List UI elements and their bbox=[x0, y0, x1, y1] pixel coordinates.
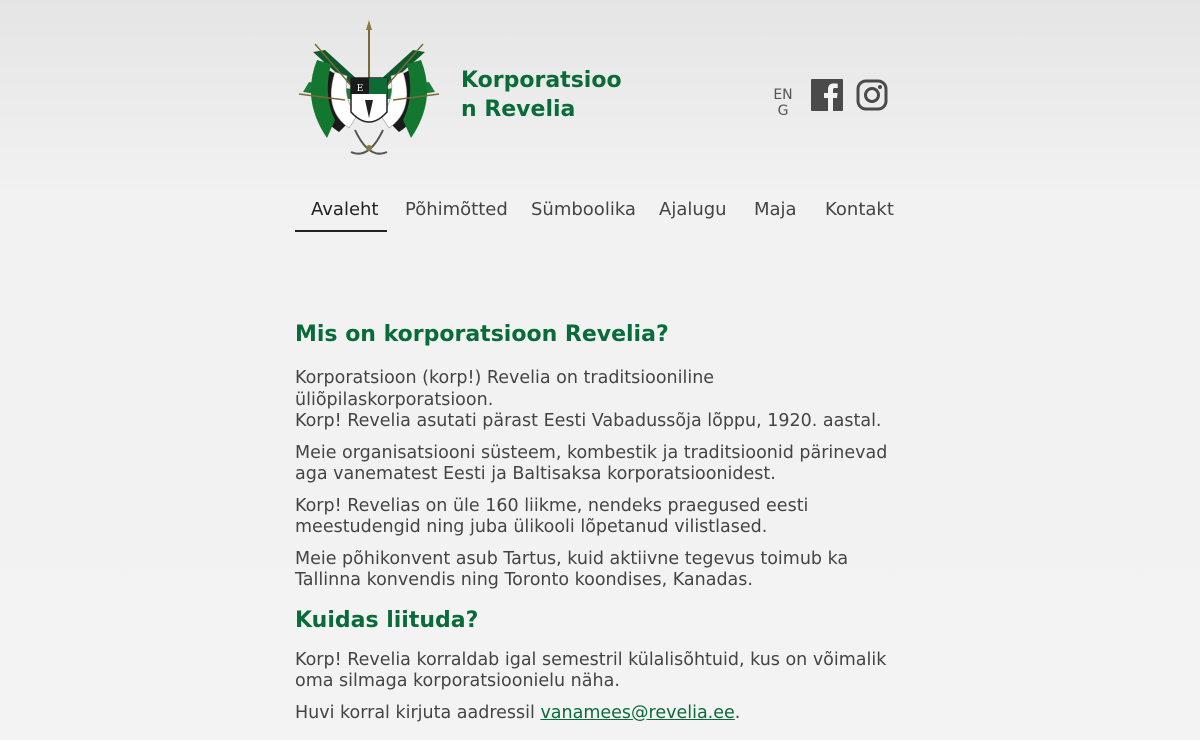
paragraph-contact bbox=[295, 703, 895, 725]
heading-what-is-revelia: Mis on korporatsioon Revelia? bbox=[295, 322, 669, 347]
paragraph-intro-line1: Korporatsioon (korp!) Revelia on traditsiooniline üliõpilaskorporatsioon. bbox=[295, 368, 715, 410]
nav-item-symboolika[interactable]: Sümboolika bbox=[531, 199, 636, 220]
nav-item-maja[interactable]: Maja bbox=[754, 199, 797, 220]
svg-text:E: E bbox=[356, 84, 364, 94]
paragraph-intro-line2: Korp! Revelia asutati pärast Eesti Vabadussõja lõppu, 1920. aastal. bbox=[295, 411, 882, 431]
shield bbox=[351, 78, 387, 122]
paragraph-location: Meie põhikonvent asub Tartus, kuid aktiivne tegevus toimub ka Tallinna konvendis ning Toronto koondises, Kanadas. bbox=[295, 548, 849, 590]
heading-how-to-join: Kuidas liituda? bbox=[295, 607, 479, 633]
main-content bbox=[295, 320, 895, 724]
contact-prefix: Huvi korral kirjuta aadressil bbox=[295, 702, 541, 723]
contact-suffix: . bbox=[734, 702, 741, 723]
paragraph-guest-evenings: Korp! Revelia korraldab igal semestril külalisõhtuid, kus on võimalik oma silmaga korporatsioonielu näha. bbox=[295, 649, 887, 691]
instagram-icon[interactable] bbox=[856, 79, 888, 111]
nav-item-pohimotted[interactable]: Põhimõtted bbox=[405, 199, 508, 220]
main-navigation bbox=[295, 190, 905, 234]
facebook-icon[interactable] bbox=[811, 79, 843, 111]
paragraph-system: Meie organisatsiooni süsteem, kombestik ja traditsioonid pärinevad aga vanematest Eesti ja Baltisaksa korporatsioonidest. bbox=[295, 442, 888, 484]
email-link[interactable]: vanamees@revelia.ee bbox=[540, 702, 735, 723]
brand-title[interactable]: Korporatsioon Revelia bbox=[461, 68, 622, 122]
nav-item-ajalugu[interactable]: Ajalugu bbox=[659, 199, 727, 220]
nav-item-kontakt[interactable]: Kontakt bbox=[825, 199, 894, 220]
revelia-coat-of-arms-logo[interactable] bbox=[295, 20, 443, 170]
nav-item-avaleht[interactable]: Avaleht bbox=[311, 199, 379, 220]
language-switch-eng[interactable]: ENG bbox=[773, 87, 793, 119]
paragraph-members: Korp! Revelias on üle 160 liikme, nendeks praegused eesti meestudengid ning juba ülikooli lõpetanud vilistlased. bbox=[295, 495, 809, 537]
page-wrapper bbox=[295, 0, 895, 740]
active-tab-underline bbox=[295, 230, 387, 232]
paragraph-intro bbox=[295, 368, 895, 433]
